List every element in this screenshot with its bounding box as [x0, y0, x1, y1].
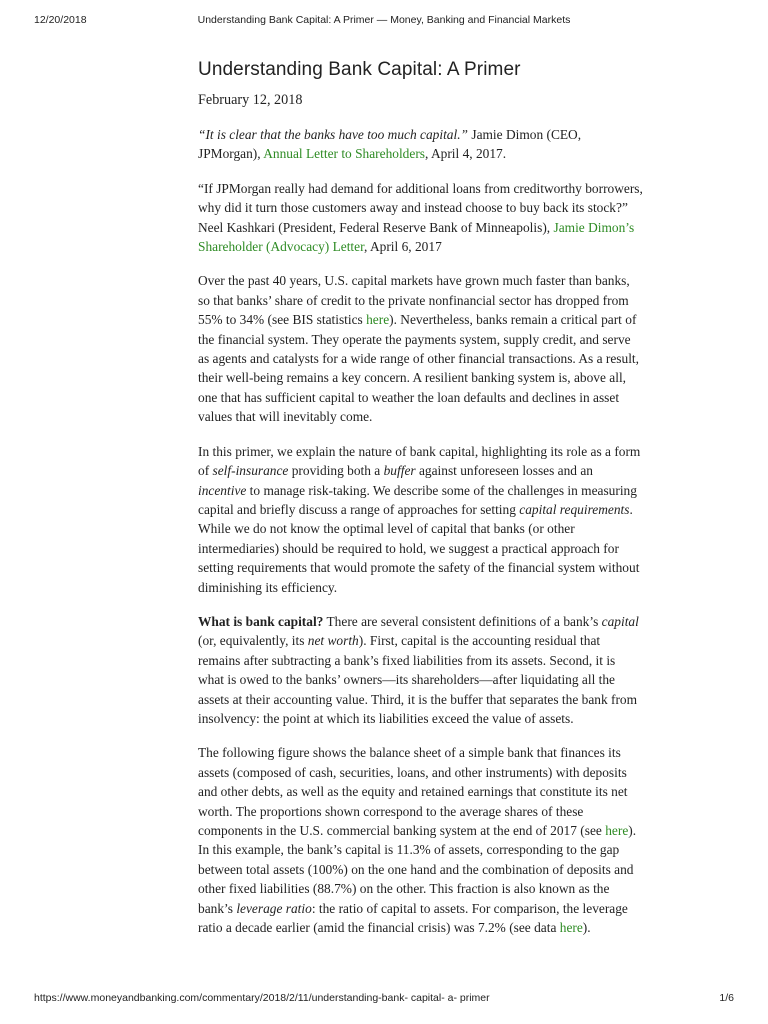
- print-header: [0, 14, 768, 30]
- text-run: ). First, capital is the accounting residual that remains after subtracting a bank’s fixed liabilities from its assets. Second, it is what is owed to the banks’ owners—its shareholders—after liquidating all the assets at their accounting value. Third, it is the buffer that separates the bank from insolvency: the point at which its liabilities exceed the value of assets.: [198, 633, 638, 726]
- text-run: . While we do not know the optimal level of capital that banks (or other intermediaries) should be required to hold, we suggest a practical approach for setting requirements that would promote the safety of the financial system without diminishing its efficiency.: [198, 501, 640, 595]
- quote-date: , April 4, 2017.: [425, 146, 507, 162]
- paragraph-balance-sheet: [198, 743, 644, 937]
- quote-text: “It is clear that the banks have too much capital.”: [198, 127, 469, 142]
- article-title: Understanding Bank Capital: A Primer: [198, 59, 521, 80]
- commercial-banking-data-link[interactable]: here: [605, 823, 629, 838]
- text-run: ). Nevertheless, banks remain a critical part of the financial system. They operate the payments system, supply credit, and serve as agents and catalysts for a wide range of other financial transactions. As a result, their well-being remains a key concern. A resilient banking system is, above all, one that has sufficient capital to weather the loan defaults and declines in asset values that will inevitably come.: [198, 312, 639, 425]
- text-run: against unforeseen losses and an: [415, 463, 593, 479]
- emphasis: capital requirements: [519, 501, 630, 517]
- leverage-data-link[interactable]: here: [559, 920, 583, 936]
- emphasis: self-insurance: [212, 463, 289, 479]
- text-run: There are several consistent definitions of a bank’s: [323, 613, 602, 629]
- quote-dimon: [198, 125, 644, 164]
- bis-statistics-link[interactable]: here: [366, 312, 390, 328]
- quote-text: “If JPMorgan really had demand for additional loans from creditworthy borrowers, why did it turn those customers away and instead choose to buy back its stock?” Neel Kashkari (President, Federal Reserve Bank of Minneapolis),: [198, 180, 643, 235]
- text-run: ).: [582, 920, 591, 936]
- text-run: (or, equivalently, its: [198, 633, 308, 649]
- print-page-title: Understanding Bank Capital: A Primer — Money, Banking and Financial Markets: [197, 14, 571, 26]
- text-run: : the ratio of capital to assets. For comparison, the leverage ratio a decade earlier (amid the financial crisis) was 7.2% (see data: [198, 900, 628, 936]
- page-number: 1/6: [719, 992, 734, 1004]
- emphasis: incentive: [198, 482, 247, 498]
- text-run: Over the past 40 years, U.S. capital markets have grown much faster than banks, so that banks’ share of credit to the private nonfinancial sector has dropped from 55% to 34% (see BIS statistics: [198, 273, 630, 328]
- emphasis: net worth: [307, 633, 359, 649]
- text-run: ). In this example, the bank’s capital is 11.3% of assets, corresponding to the gap between total assets (100%) on the one hand and the combination of deposits and other fixed liabilities (88.7%) on the other. This fraction is also known as the bank’s: [198, 823, 637, 916]
- quote-date: , April 6, 2017: [364, 239, 442, 255]
- section-heading: What is bank capital?: [198, 613, 324, 629]
- emphasis: buffer: [383, 463, 416, 479]
- shareholder-letter-link[interactable]: Jamie Dimon’s Shareholder (Advocacy) Letter: [198, 219, 635, 255]
- emphasis: leverage ratio: [236, 900, 312, 916]
- print-footer: [0, 992, 768, 1008]
- paragraph-what-is-bank-capital: [198, 612, 644, 728]
- quote-attribution: Jamie Dimon (CEO, JPMorgan),: [198, 127, 582, 162]
- paragraph-capital-markets: [198, 271, 644, 426]
- article: [198, 58, 644, 937]
- quote-kashkari: [198, 179, 644, 257]
- text-run: to manage risk-taking. We describe some of the challenges in measuring capital and briefly discuss a range of approaches for setting: [198, 482, 637, 517]
- text-run: In this primer, we explain the nature of bank capital, highlighting its role as a form of: [198, 443, 641, 479]
- print-url: https://www.moneyandbanking.com/commentary/2018/2/11/understanding-bank- capital- a- primer: [34, 992, 490, 1004]
- annual-letter-link[interactable]: Annual Letter to Shareholders: [263, 146, 425, 162]
- print-date: 12/20/2018: [34, 14, 87, 26]
- article-date: February 12, 2018: [198, 92, 303, 108]
- paragraph-primer-intro: [198, 442, 644, 597]
- emphasis: capital: [601, 613, 639, 629]
- text-run: The following figure shows the balance sheet of a simple bank that finances its assets (composed of cash, securities, loans, and other instruments) with deposits and other debts, as well as the equity and retained earnings that constitute its net worth. The proportions shown correspond to the average shares of these components in the U.S. commercial banking system at the end of 2017 (see: [198, 745, 628, 838]
- text-run: providing both a: [288, 463, 384, 479]
